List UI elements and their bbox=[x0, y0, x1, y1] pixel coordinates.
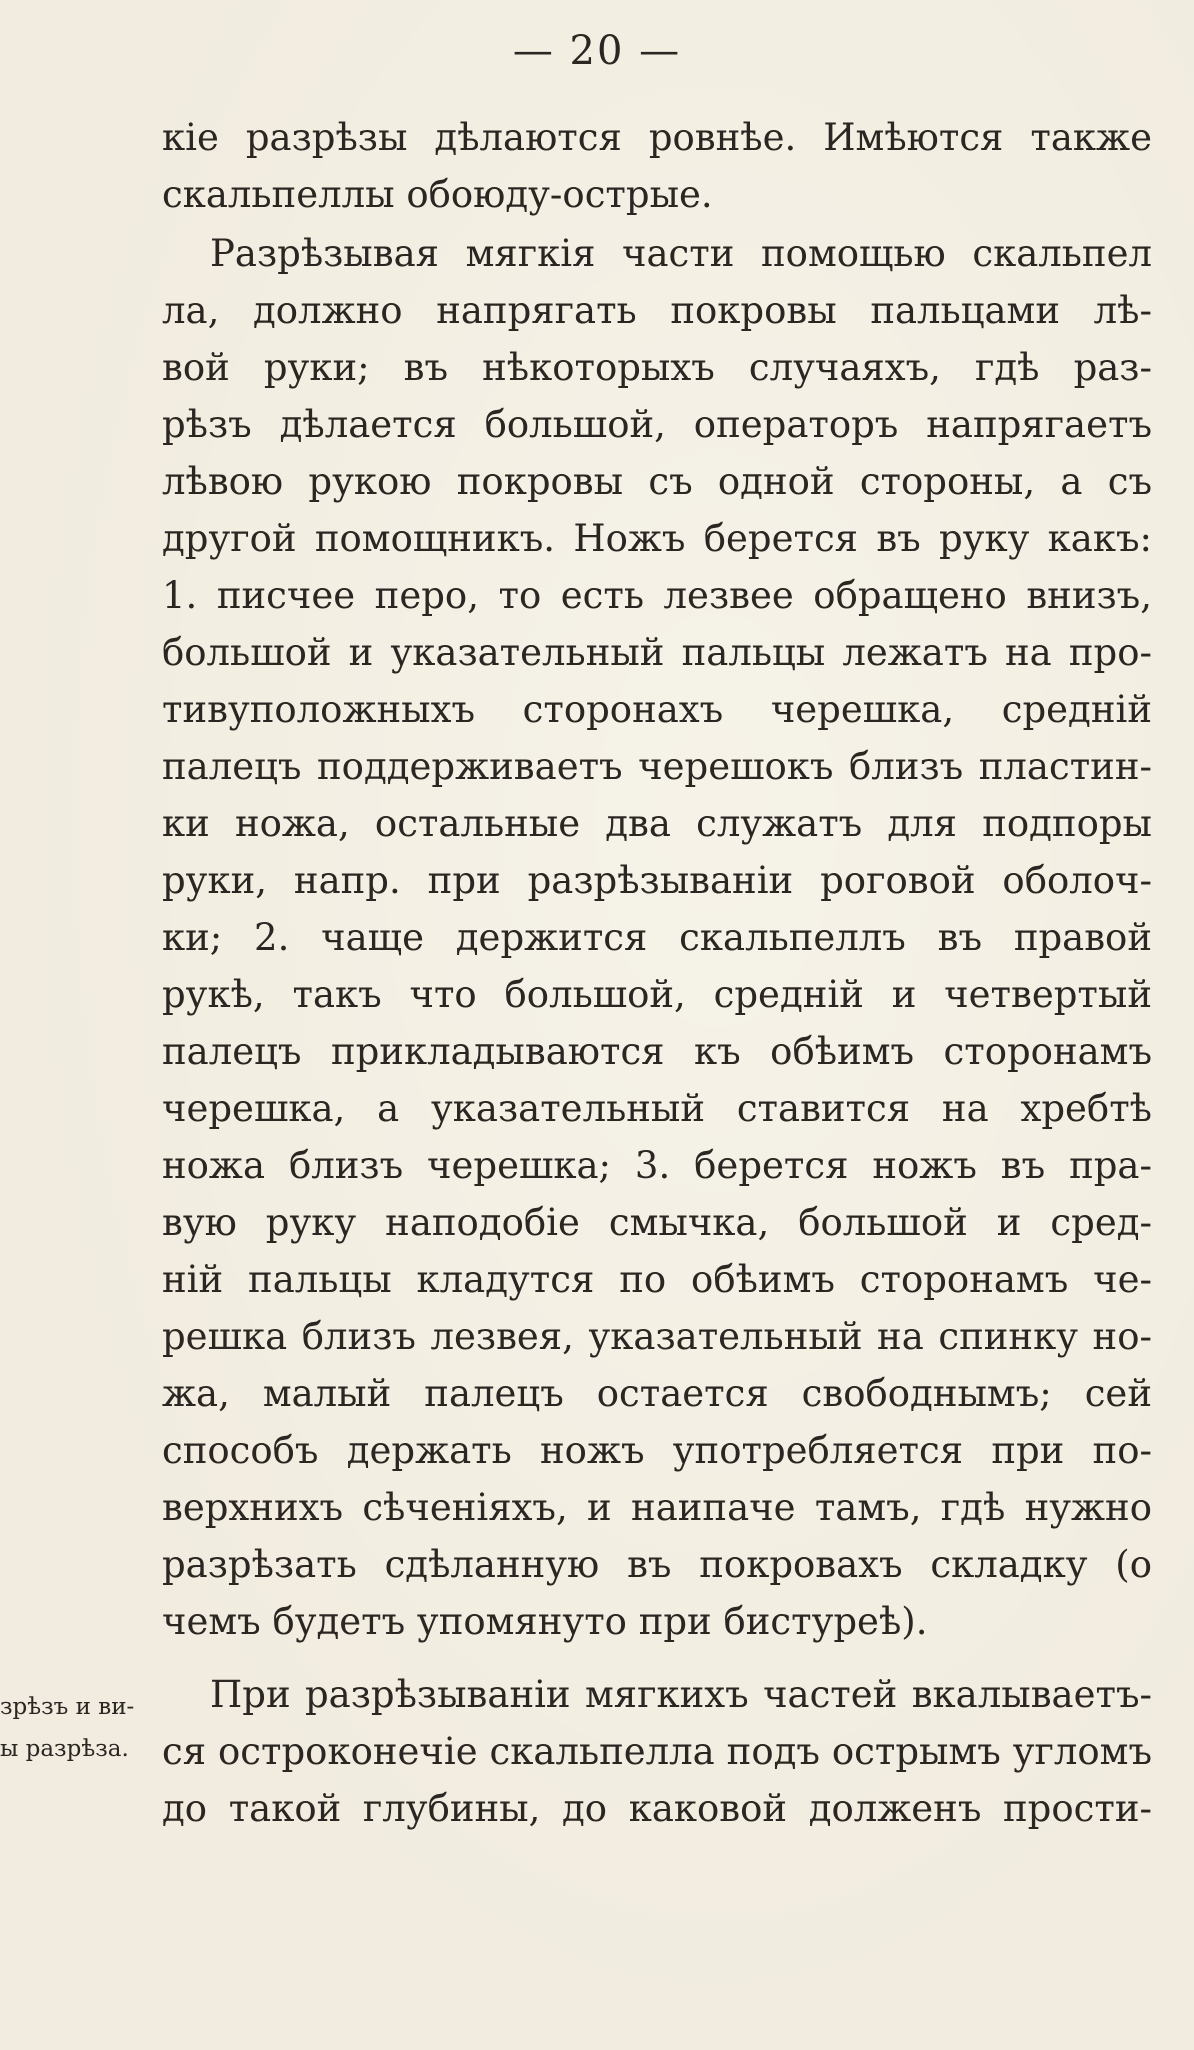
text-line: палецъ прикладываются къ обѣимъ сторонамъ bbox=[162, 1030, 1152, 1073]
text-line: тивуположныхъ сторонахъ черешка, средній bbox=[162, 688, 1152, 731]
text-line: 1. писчее перо, то есть лезвее обращено внизъ, bbox=[162, 574, 1152, 617]
text-line: ножа близъ черешка; 3. берется ножъ въ пра- bbox=[162, 1144, 1152, 1187]
text-line: скальпеллы обоюду-острые. bbox=[162, 173, 713, 216]
text-line: вой руки; въ нѣкоторыхъ случаяхъ, гдѣ раз- bbox=[162, 346, 1152, 389]
text-line: кіе разрѣзы дѣлаются ровнѣе. Имѣются также bbox=[162, 116, 1152, 159]
text-line: черешка, а указательный ставится на хребтѣ bbox=[162, 1087, 1152, 1130]
text-line: другой помощникъ. Ножъ берется въ руку какъ: bbox=[162, 517, 1152, 560]
text-line: большой и указательный пальцы лежатъ на про- bbox=[162, 631, 1152, 674]
text-line: до такой глубины, до каковой долженъ прости- bbox=[162, 1787, 1152, 1830]
text-line: жа, малый палецъ остается свободнымъ; сей bbox=[162, 1372, 1152, 1415]
paragraph-start-line: При разрѣзываніи мягкихъ частей вкалываетъ- bbox=[210, 1673, 1152, 1716]
margin-note: зрѣзъ и ви- bbox=[0, 1694, 135, 1720]
text-line: верхнихъ сѣченіяхъ, и наипаче тамъ, гдѣ нужно bbox=[162, 1486, 1152, 1529]
text-line: рѣзъ дѣлается большой, операторъ напрягаетъ bbox=[162, 403, 1152, 446]
text-line: ній пальцы кладутся по обѣимъ сторонамъ че- bbox=[162, 1258, 1152, 1301]
page-number: — 20 — bbox=[512, 28, 682, 74]
text-line: руки, напр. при разрѣзываніи роговой оболоч- bbox=[162, 859, 1152, 902]
text-line: способъ держать ножъ употребляется при по- bbox=[162, 1429, 1152, 1472]
text-line: вую руку наподобіе смычка, большой и сред- bbox=[162, 1201, 1152, 1244]
paragraph-start-line: Разрѣзывая мягкія части помощью скальпел bbox=[210, 232, 1152, 275]
text-line: рукѣ, такъ что большой, средній и четвертый bbox=[162, 973, 1152, 1016]
text-line: лѣвою рукою покровы съ одной стороны, а съ bbox=[162, 460, 1152, 503]
text-line: палецъ поддерживаетъ черешокъ близъ пластин- bbox=[162, 745, 1152, 788]
text-line: ки; 2. чаще держится скальпеллъ въ правой bbox=[162, 916, 1152, 959]
text-line: разрѣзать сдѣланную въ покровахъ складку (о bbox=[162, 1543, 1152, 1586]
margin-note: ы разрѣза. bbox=[0, 1736, 129, 1762]
text-line: ки ножа, остальные два служатъ для подпоры bbox=[162, 802, 1152, 845]
text-line: ся остроконечіе скальпелла подъ острымъ угломъ bbox=[162, 1730, 1152, 1773]
text-line: чемъ будетъ упомянуто при бистуреѣ). bbox=[162, 1600, 928, 1643]
text-line: решка близъ лезвея, указательный на спинку но- bbox=[162, 1315, 1152, 1358]
text-line: ла, должно напрягать покровы пальцами лѣ- bbox=[162, 289, 1152, 332]
